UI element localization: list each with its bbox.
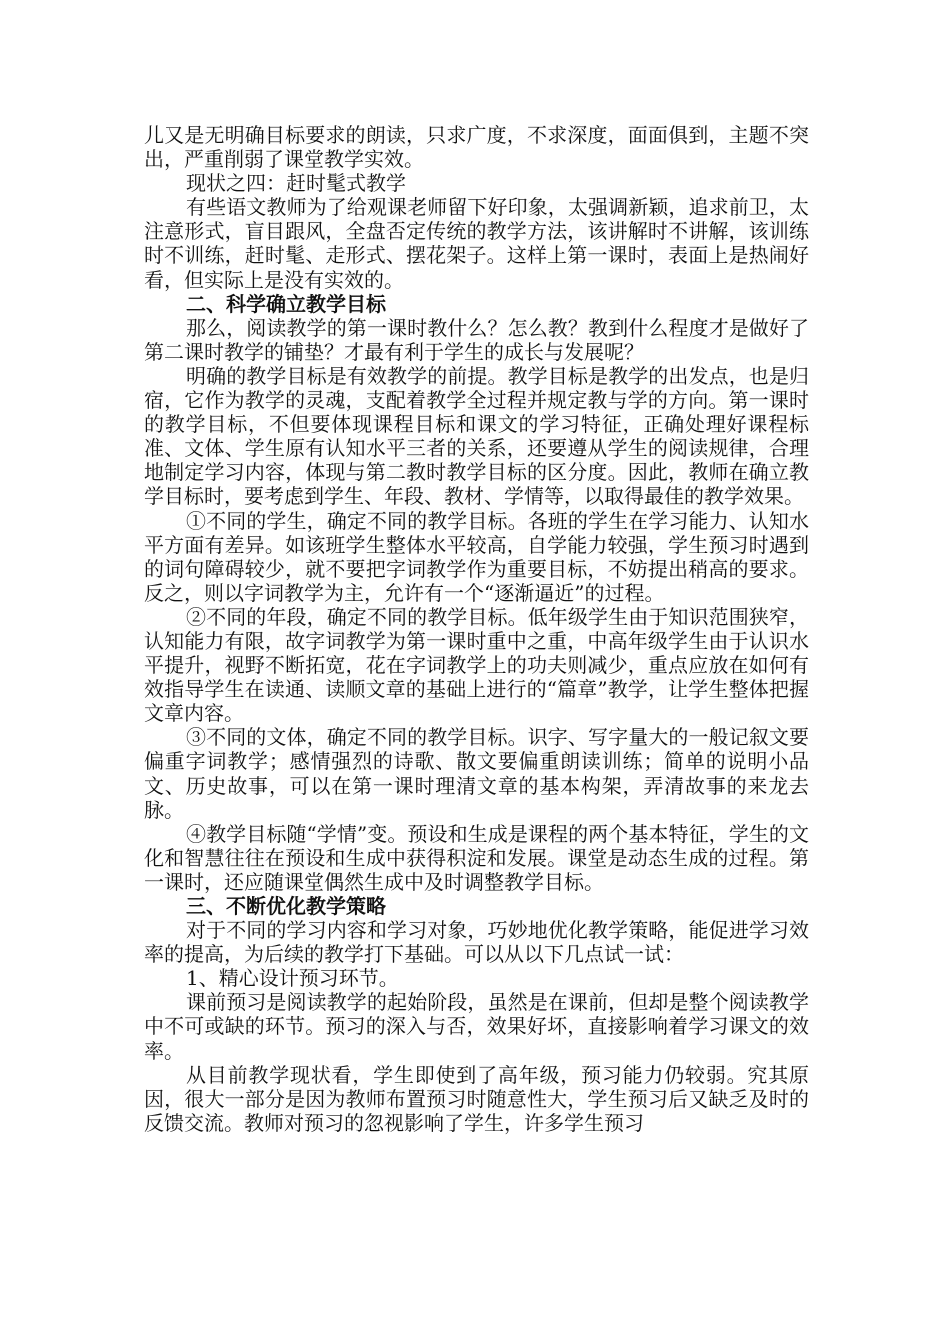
paragraph: ①不同的学生，确定不同的教学目标。各班的学生在学习能力、认知水平方面有差异。如该班学生整体水平较高，自学能力较强，学生预习时遇到的词句障碍较少，就不要把字词教学作为重要目标，不妨提出稍高的要求。反之，则以字词教学为主，允许有一个“逐渐逼近”的过程。 [144, 508, 809, 605]
paragraph: 那么，阅读教学的第一课时教什么？怎么教？教到什么程度才是做好了第二课时教学的铺垫？才最有利于学生的成长与发展呢？ [144, 315, 809, 364]
paragraph: 1、精心设计预习环节。 [186, 966, 399, 991]
section-heading: 二、科学确立教学目标 [186, 291, 386, 316]
paragraph: ③不同的文体，确定不同的教学目标。识字、写字量大的一般记叙文要偏重字词教学；感情强烈的诗歌、散文要偏重朗读训练；简单的说明小品文、历史故事，可以在第一课时理清文章的基本构架，弄清故事的来龙去脉。 [144, 725, 809, 822]
paragraph: 儿又是无明确目标要求的朗读，只求广度，不求深度，面面俱到，主题不突出，严重削弱了课堂教学实效。 [144, 123, 809, 172]
paragraph: ②不同的年段，确定不同的教学目标。低年级学生由于知识范围狭窄，认知能力有限，故字词教学为第一课时重中之重，中高年级学生由于认识水平提升，视野不断拓宽，花在字词教学上的功夫则减少，重点应放在如何有效指导学生在读通、读顺文章的基础上进行的“篇章”教学，让学生整体把握文章内容。 [144, 604, 809, 726]
paragraph: 从目前教学现状看，学生即使到了高年级，预习能力仍较弱。究其原因，很大一部分是因为教师布置预习时随意性大，学生预习后又缺乏及时的反馈交流。教师对预习的忽视影响了学生，许多学生预习 [144, 1062, 809, 1135]
paragraph: 现状之四：赶时髦式教学 [186, 171, 406, 196]
paragraph: 课前预习是阅读教学的起始阶段，虽然是在课前，但却是整个阅读教学中不可或缺的环节。预习的深入与否，效果好坏，直接影响着学习课文的效率。 [144, 990, 809, 1063]
paragraph: ④教学目标随“学情”变。预设和生成是课程的两个基本特征，学生的文化和智慧往往在预设和生成中获得积淀和发展。课堂是动态生成的过程。第一课时，还应随课堂偶然生成中及时调整教学目标。 [144, 821, 809, 894]
section-heading: 三、不断优化教学策略 [186, 894, 386, 918]
paragraph: 对于不同的学习内容和学习对象，巧妙地优化教学策略，能促进学习效率的提高，为后续的教学打下基础。可以从以下几点试一试： [144, 918, 809, 967]
document-page [144, 123, 809, 1135]
paragraph: 明确的教学目标是有效教学的前提。教学目标是教学的出发点，也是归宿，它作为教学的灵魂，支配着教学全过程并规定教与学的方向。第一课时的教学目标，不但要体现课程目标和课文的学习特征，正确处理好课程标准、文体、学生原有认知水平三者的关系，还要遵从学生的阅读规律，合理地制定学习内容，体现与第二教时教学目标的区分度。因此，教师在确立教学目标时，要考虑到学生、年段、教材、学情等，以取得最佳的教学效果。 [144, 363, 809, 509]
paragraph: 有些语文教师为了给观课老师留下好印象，太强调新颖，追求前卫，太注意形式，盲目跟风，全盘否定传统的教学方法，该讲解时不讲解，该训练时不训练，赶时髦、走形式、摆花架子。这样上第一课时，表面上是热闹好看，但实际上是没有实效的。 [144, 195, 809, 292]
